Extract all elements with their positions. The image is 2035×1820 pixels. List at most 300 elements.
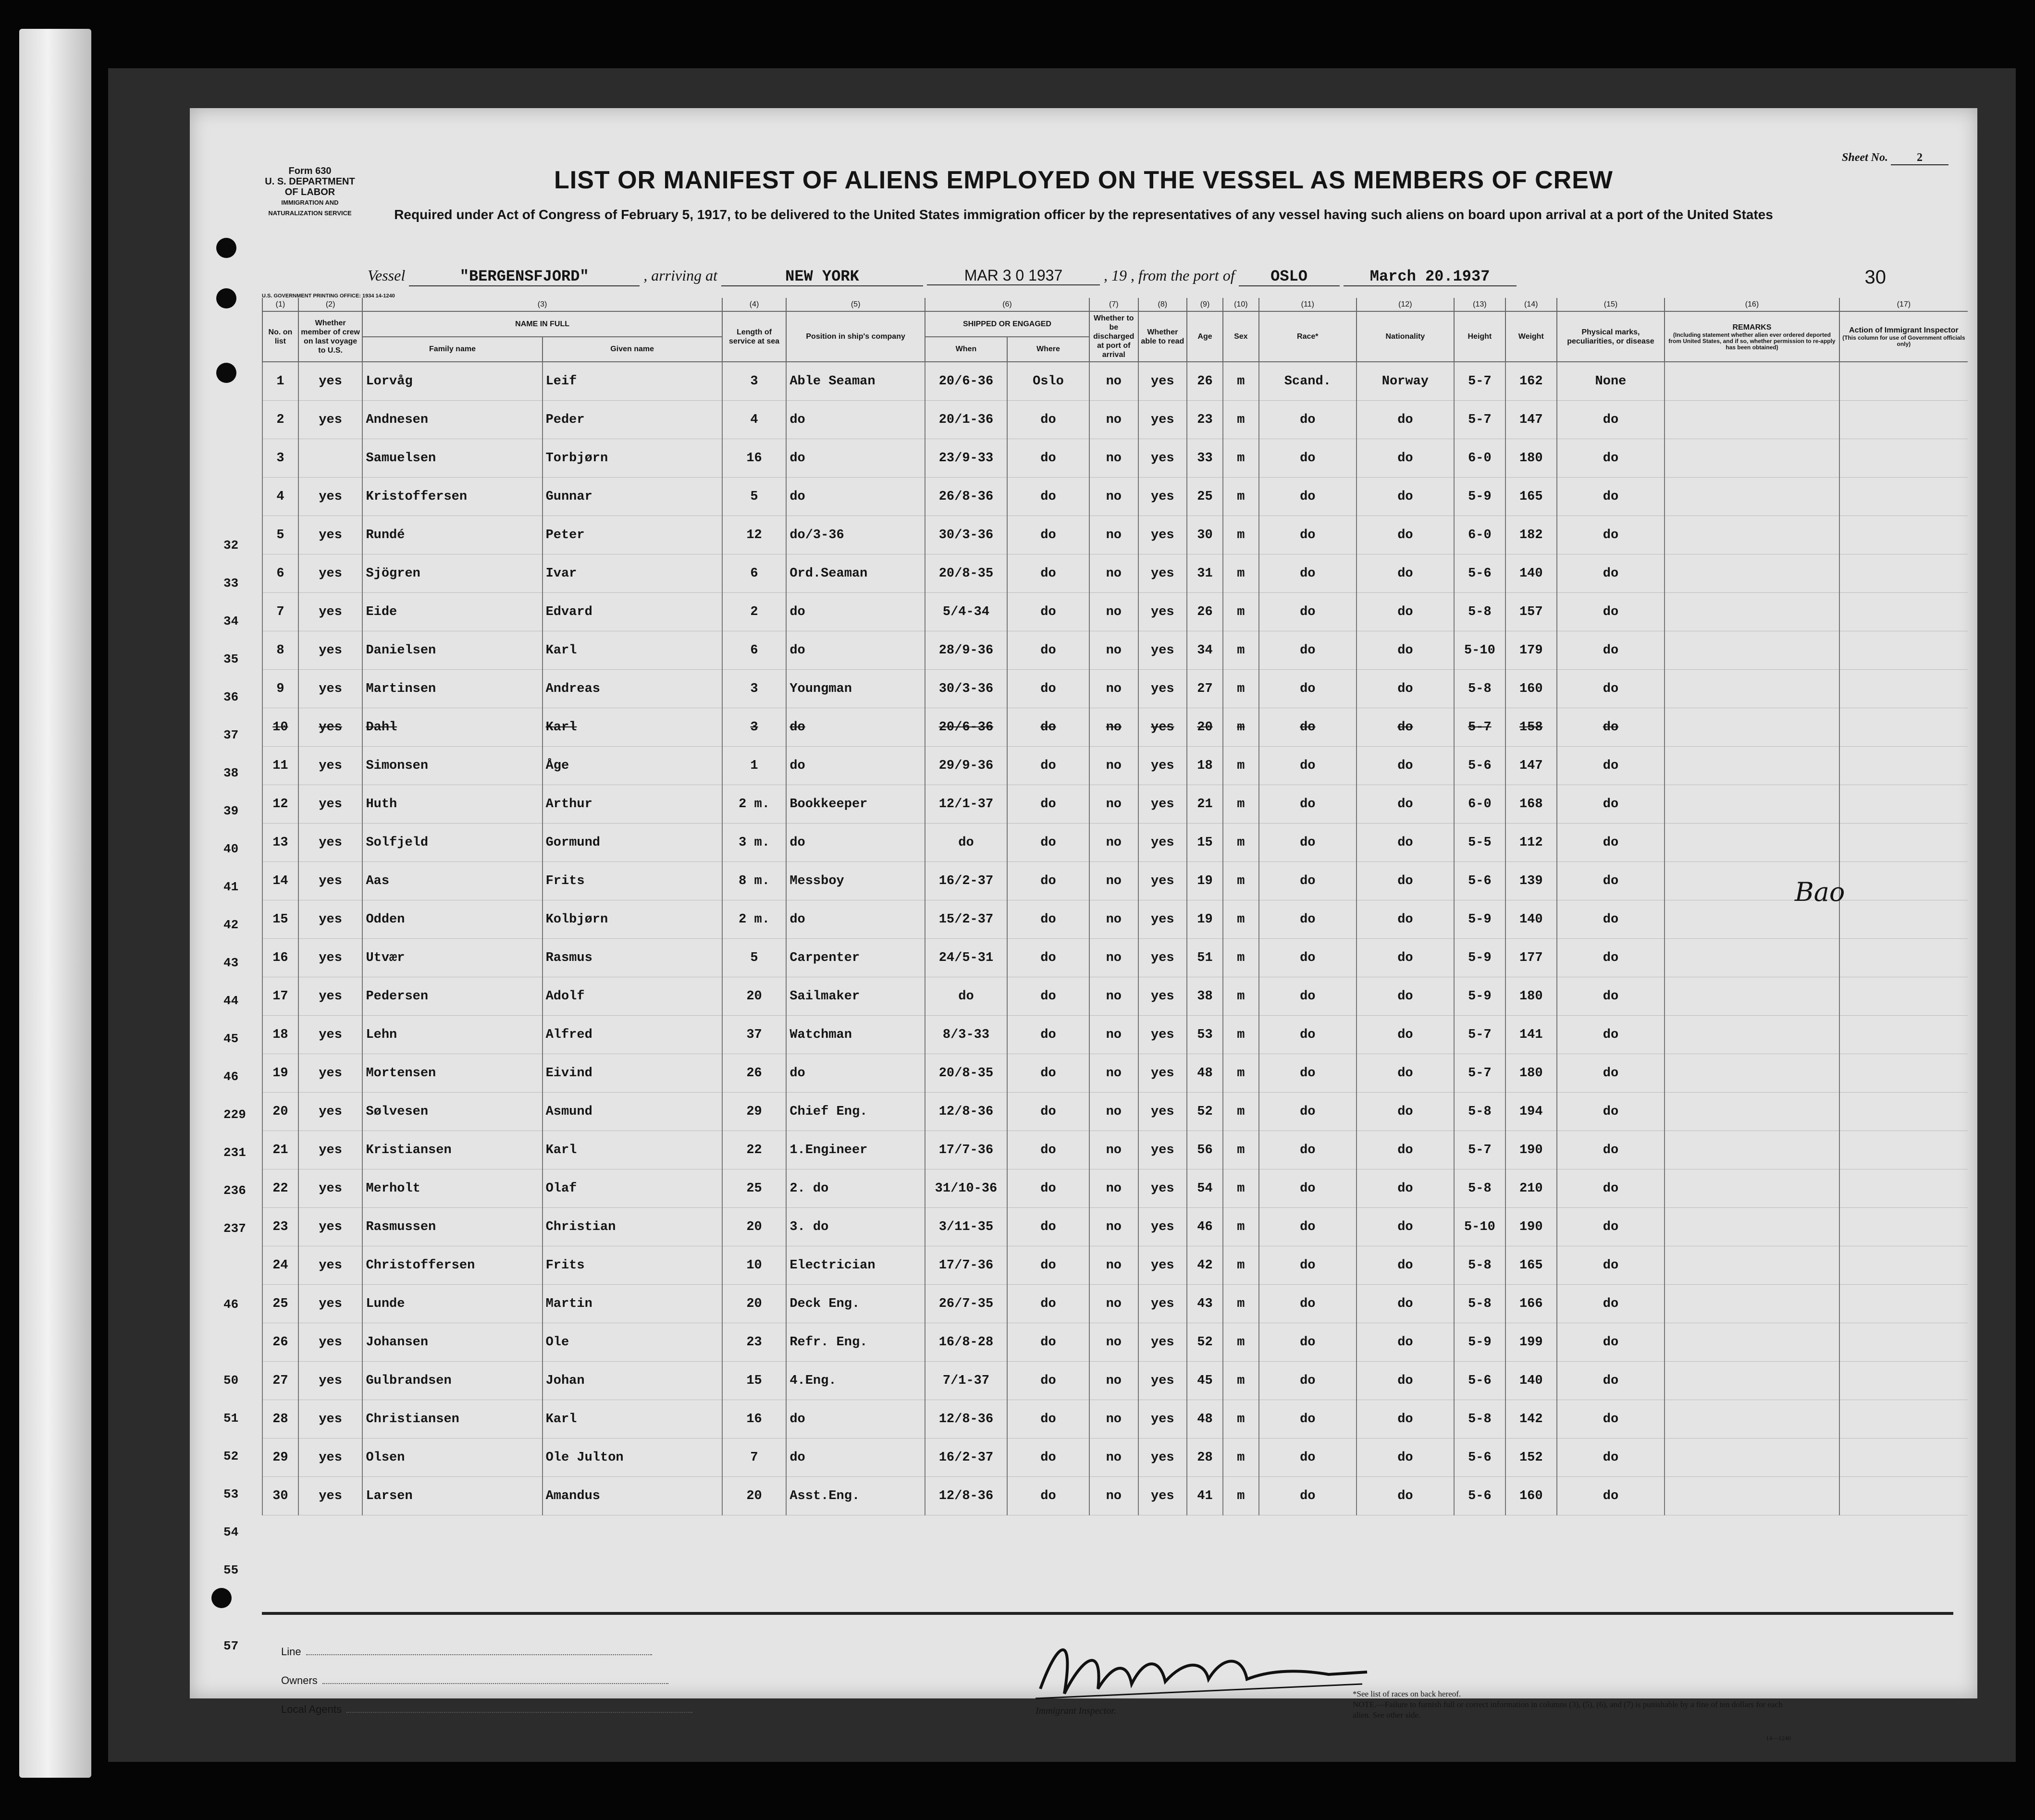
header-service: Length of service at sea [722, 311, 787, 362]
cell-marks: do [1557, 1208, 1665, 1246]
cell-no: 9 [262, 670, 298, 708]
cell-disch: no [1089, 478, 1138, 516]
column-number: (14) [1505, 298, 1557, 311]
margin-number: 38 [223, 766, 239, 780]
cell-given: Karl [543, 708, 722, 747]
cell-action [1839, 478, 1968, 516]
cell-where: do [1007, 708, 1089, 747]
cell-position: Sailmaker [786, 977, 925, 1016]
cell-where: do [1007, 1169, 1089, 1208]
cell-family: Lehn [362, 1016, 542, 1054]
cell-age: 31 [1187, 554, 1223, 593]
cell-when: 17/7-36 [925, 1246, 1007, 1285]
cell-nat: do [1357, 593, 1454, 631]
cell-read: yes [1138, 1131, 1187, 1169]
column-number: (12) [1357, 298, 1454, 311]
cell-remarks [1665, 824, 1839, 862]
header-weight: Weight [1505, 311, 1557, 362]
cell-family: Rasmussen [362, 1208, 542, 1246]
cell-sex: m [1223, 1400, 1259, 1439]
cell-when: 12/1-37 [925, 785, 1007, 824]
table-row [262, 631, 1968, 670]
cell-disch: no [1089, 593, 1138, 631]
handwritten-remark: Bao [1795, 877, 1845, 907]
cell-read: yes [1138, 1439, 1187, 1477]
cell-disch: no [1089, 1285, 1138, 1323]
cell-weight: 168 [1505, 785, 1557, 824]
cell-read: yes [1138, 1246, 1187, 1285]
header-last-voyage: Whether member of crew on last voyage to U.S. [298, 311, 363, 362]
column-number: (5) [786, 298, 925, 311]
cell-nat: do [1357, 1285, 1454, 1323]
cell-service: 3 [722, 362, 787, 401]
cell-remarks [1665, 670, 1839, 708]
cell-height: 5-6 [1454, 862, 1505, 900]
cell-nat: do [1357, 1131, 1454, 1169]
cell-race: do [1259, 747, 1357, 785]
cell-prev: yes [298, 1169, 363, 1208]
cell-when: 30/3-36 [925, 516, 1007, 554]
header-sex: Sex [1223, 311, 1259, 362]
cell-when: 16/2-37 [925, 1439, 1007, 1477]
cell-family: Merholt [362, 1169, 542, 1208]
cell-age: 15 [1187, 824, 1223, 862]
cell-weight: 166 [1505, 1285, 1557, 1323]
cell-disch: no [1089, 1016, 1138, 1054]
cell-position: do [786, 900, 925, 939]
table-row [262, 1054, 1968, 1093]
cell-when: 15/2-37 [925, 900, 1007, 939]
cell-age: 28 [1187, 1439, 1223, 1477]
cell-position: do [786, 708, 925, 747]
cell-age: 48 [1187, 1054, 1223, 1093]
cell-service: 7 [722, 1439, 787, 1477]
cell-position: 1.Engineer [786, 1131, 925, 1169]
cell-race: do [1259, 1362, 1357, 1400]
margin-number: 231 [223, 1145, 246, 1160]
cell-marks: do [1557, 1323, 1665, 1362]
cell-disch: no [1089, 1362, 1138, 1400]
table-row [262, 593, 1968, 631]
cell-age: 43 [1187, 1285, 1223, 1323]
cell-age: 18 [1187, 747, 1223, 785]
cell-height: 6-0 [1454, 785, 1505, 824]
cell-height: 5-8 [1454, 593, 1505, 631]
cell-when: 23/9-33 [925, 439, 1007, 478]
cell-sex: m [1223, 1093, 1259, 1131]
cell-nat: do [1357, 1246, 1454, 1285]
cell-no: 27 [262, 1362, 298, 1400]
cell-when: 5/4-34 [925, 593, 1007, 631]
cell-position: do [786, 439, 925, 478]
cell-height: 5-6 [1454, 554, 1505, 593]
margin-number: 44 [223, 994, 239, 1008]
cell-sex: m [1223, 670, 1259, 708]
table-row [262, 1285, 1968, 1323]
cell-age: 25 [1187, 478, 1223, 516]
header-row [262, 311, 1968, 337]
cell-action [1839, 785, 1968, 824]
cell-sex: m [1223, 1246, 1259, 1285]
cell-given: Karl [543, 1400, 722, 1439]
cell-sex: m [1223, 785, 1259, 824]
table-row [262, 862, 1968, 900]
cell-family: Lunde [362, 1285, 542, 1323]
table-row [262, 670, 1968, 708]
cell-where: do [1007, 1016, 1089, 1054]
cell-remarks [1665, 747, 1839, 785]
cell-disch: no [1089, 977, 1138, 1016]
cell-position: Youngman [786, 670, 925, 708]
cell-weight: 165 [1505, 478, 1557, 516]
table-row [262, 516, 1968, 554]
cell-position: do [786, 478, 925, 516]
cell-position: do/3-36 [786, 516, 925, 554]
cell-family: Mortensen [362, 1054, 542, 1093]
cell-height: 5-7 [1454, 362, 1505, 401]
cell-family: Simonsen [362, 747, 542, 785]
cell-action [1839, 900, 1968, 939]
cell-position: 4.Eng. [786, 1362, 925, 1400]
column-number: (3) [362, 298, 722, 311]
cell-sex: m [1223, 1208, 1259, 1246]
table-row [262, 1169, 1968, 1208]
cell-marks: do [1557, 631, 1665, 670]
cell-action [1839, 1285, 1968, 1323]
cell-remarks [1665, 708, 1839, 747]
cell-where: do [1007, 1362, 1089, 1400]
cell-family: Rundé [362, 516, 542, 554]
cell-service: 16 [722, 1400, 787, 1439]
cell-race: do [1259, 516, 1357, 554]
cell-action [1839, 1131, 1968, 1169]
cell-family: Johansen [362, 1323, 542, 1362]
sheet-value: 2 [1891, 151, 1949, 165]
cell-prev: yes [298, 670, 363, 708]
cell-race: do [1259, 939, 1357, 977]
cell-disch: no [1089, 747, 1138, 785]
cell-given: Peter [543, 516, 722, 554]
cell-position: Watchman [786, 1016, 925, 1054]
cell-age: 56 [1187, 1131, 1223, 1169]
cell-weight: 152 [1505, 1439, 1557, 1477]
cell-disch: no [1089, 1131, 1138, 1169]
cell-marks: do [1557, 1477, 1665, 1515]
cell-disch: no [1089, 1246, 1138, 1285]
table-row [262, 1093, 1968, 1131]
cell-sex: m [1223, 478, 1259, 516]
cell-read: yes [1138, 939, 1187, 977]
cell-action [1839, 1093, 1968, 1131]
cell-marks: do [1557, 708, 1665, 747]
cell-nat: Norway [1357, 362, 1454, 401]
cell-remarks [1665, 1477, 1839, 1515]
cell-position: Asst.Eng. [786, 1477, 925, 1515]
header-position: Position in ship's company [786, 311, 925, 362]
cell-when: 16/2-37 [925, 862, 1007, 900]
header-discharged: Whether to be discharged at port of arrival [1089, 311, 1138, 362]
cell-when: do [925, 824, 1007, 862]
cell-family: Olsen [362, 1439, 542, 1477]
table-row [262, 708, 1968, 747]
cell-no: 25 [262, 1285, 298, 1323]
cell-read: yes [1138, 1054, 1187, 1093]
cell-race: do [1259, 593, 1357, 631]
cell-prev: yes [298, 977, 363, 1016]
cell-height: 5-5 [1454, 824, 1505, 862]
table-row [262, 1016, 1968, 1054]
cell-nat: do [1357, 554, 1454, 593]
footer-line-blank [306, 1654, 652, 1655]
cell-disch: no [1089, 401, 1138, 439]
cell-height: 5-9 [1454, 939, 1505, 977]
cell-position: 3. do [786, 1208, 925, 1246]
cell-family: Eide [362, 593, 542, 631]
cell-family: Huth [362, 785, 542, 824]
cell-position: Refr. Eng. [786, 1323, 925, 1362]
cell-disch: no [1089, 1477, 1138, 1515]
cell-read: yes [1138, 977, 1187, 1016]
punch-hole [216, 238, 236, 258]
cell-height: 5-6 [1454, 1477, 1505, 1515]
cell-where: do [1007, 1323, 1089, 1362]
margin-number [223, 1259, 267, 1297]
cell-disch: no [1089, 862, 1138, 900]
cell-when: 8/3-33 [925, 1016, 1007, 1054]
margin-number: 57 [223, 1639, 239, 1653]
cell-nat: do [1357, 900, 1454, 939]
cell-weight: 140 [1505, 900, 1557, 939]
cell-service: 10 [722, 1246, 787, 1285]
cell-age: 19 [1187, 862, 1223, 900]
table-row [262, 439, 1968, 478]
cell-no: 7 [262, 593, 298, 631]
cell-where: do [1007, 1246, 1089, 1285]
cell-family: Danielsen [362, 631, 542, 670]
cell-given: Adolf [543, 977, 722, 1016]
arriving-label: , arriving at [643, 267, 717, 284]
cell-remarks [1665, 439, 1839, 478]
cell-given: Leif [543, 362, 722, 401]
cell-service: 3 [722, 708, 787, 747]
margin-number: 42 [223, 918, 239, 932]
cell-read: yes [1138, 1016, 1187, 1054]
table-row [262, 824, 1968, 862]
cell-when: do [925, 977, 1007, 1016]
cell-age: 20 [1187, 708, 1223, 747]
cell-given: Ivar [543, 554, 722, 593]
cell-action [1839, 593, 1968, 631]
cell-read: yes [1138, 593, 1187, 631]
cell-age: 54 [1187, 1169, 1223, 1208]
cell-action [1839, 1439, 1968, 1477]
cell-height: 5-9 [1454, 977, 1505, 1016]
cell-disch: no [1089, 1054, 1138, 1093]
cell-nat: do [1357, 631, 1454, 670]
cell-read: yes [1138, 1169, 1187, 1208]
cell-prev: yes [298, 939, 363, 977]
cell-sex: m [1223, 554, 1259, 593]
cell-prev: yes [298, 1016, 363, 1054]
cell-disch: no [1089, 670, 1138, 708]
footer-fields [281, 1646, 692, 1732]
cell-position: do [786, 1054, 925, 1093]
cell-disch: no [1089, 708, 1138, 747]
table-row [262, 401, 1968, 439]
cell-family: Kristiansen [362, 1131, 542, 1169]
cell-age: 34 [1187, 631, 1223, 670]
cell-service: 6 [722, 554, 787, 593]
cell-disch: no [1089, 516, 1138, 554]
cell-remarks [1665, 554, 1839, 593]
cell-position: Electrician [786, 1246, 925, 1285]
cell-remarks [1665, 362, 1839, 401]
cell-where: do [1007, 939, 1089, 977]
cell-given: Christian [543, 1208, 722, 1246]
cell-marks: do [1557, 1362, 1665, 1400]
column-number: (1) [262, 298, 298, 311]
cell-no: 8 [262, 631, 298, 670]
cell-given: Gormund [543, 824, 722, 862]
cell-position: do [786, 824, 925, 862]
cell-nat: do [1357, 1016, 1454, 1054]
cell-read: yes [1138, 1208, 1187, 1246]
header-remarks [1665, 311, 1839, 362]
footer-agents-label: Local Agents [281, 1703, 342, 1715]
cell-disch: no [1089, 785, 1138, 824]
cell-action [1839, 362, 1968, 401]
cell-service: 3 [722, 670, 787, 708]
cell-race: do [1259, 900, 1357, 939]
cell-nat: do [1357, 708, 1454, 747]
cell-weight: 179 [1505, 631, 1557, 670]
margin-number: 46 [223, 1070, 239, 1084]
header-age: Age [1187, 311, 1223, 362]
cell-given: Karl [543, 1131, 722, 1169]
margin-number: 53 [223, 1487, 239, 1501]
cell-sex: m [1223, 900, 1259, 939]
vessel-name: "BERGENSFJORD" [409, 268, 640, 286]
cell-nat: do [1357, 478, 1454, 516]
year-label: , 19 [1103, 267, 1127, 284]
cell-action [1839, 708, 1968, 747]
cell-family: Andnesen [362, 401, 542, 439]
cell-race: do [1259, 785, 1357, 824]
cell-prev: yes [298, 1323, 363, 1362]
cell-marks: do [1557, 1285, 1665, 1323]
cell-marks: do [1557, 439, 1665, 478]
cell-when: 17/7-36 [925, 1131, 1007, 1169]
cell-where: do [1007, 516, 1089, 554]
column-number: (10) [1223, 298, 1259, 311]
cell-prev: yes [298, 1362, 363, 1400]
cell-remarks [1665, 1439, 1839, 1477]
cell-weight: 194 [1505, 1093, 1557, 1131]
cell-weight: 112 [1505, 824, 1557, 862]
cell-when: 24/5-31 [925, 939, 1007, 977]
cell-where: do [1007, 1054, 1089, 1093]
cell-height: 5-7 [1454, 1131, 1505, 1169]
cell-action [1839, 670, 1968, 708]
cell-weight: 162 [1505, 362, 1557, 401]
cell-height: 5-7 [1454, 401, 1505, 439]
punch-hole [216, 288, 236, 308]
cell-age: 46 [1187, 1208, 1223, 1246]
cell-family: Sjögren [362, 554, 542, 593]
cell-marks: do [1557, 1131, 1665, 1169]
margin-number: 237 [223, 1221, 246, 1236]
cell-disch: no [1089, 1400, 1138, 1439]
cell-nat: do [1357, 977, 1454, 1016]
cell-service: 23 [722, 1323, 787, 1362]
cell-disch: no [1089, 900, 1138, 939]
cell-service: 1 [722, 747, 787, 785]
cell-action [1839, 1246, 1968, 1285]
cell-when: 3/11-35 [925, 1208, 1007, 1246]
margin-number: 50 [223, 1373, 239, 1388]
cell-given: Ole [543, 1323, 722, 1362]
cell-read: yes [1138, 554, 1187, 593]
cell-nat: do [1357, 824, 1454, 862]
cell-height: 5-8 [1454, 670, 1505, 708]
cell-remarks [1665, 1093, 1839, 1131]
cell-race: do [1259, 1477, 1357, 1515]
margin-number [223, 1601, 267, 1639]
cell-height: 5-8 [1454, 1285, 1505, 1323]
cell-sex: m [1223, 1439, 1259, 1477]
cell-no: 19 [262, 1054, 298, 1093]
cell-service: 8 m. [722, 862, 787, 900]
cell-height: 5-9 [1454, 478, 1505, 516]
cell-remarks [1665, 1131, 1839, 1169]
cell-position: do [786, 401, 925, 439]
from-label: , from the port of [1130, 267, 1235, 284]
cell-race: do [1259, 554, 1357, 593]
cell-sex: m [1223, 862, 1259, 900]
cell-marks: do [1557, 824, 1665, 862]
margin-number: 236 [223, 1183, 246, 1198]
cell-sex: m [1223, 708, 1259, 747]
cell-position: do [786, 631, 925, 670]
cell-sex: m [1223, 1169, 1259, 1208]
cell-nat: do [1357, 1439, 1454, 1477]
cell-given: Edvard [543, 593, 722, 631]
margin-number: 41 [223, 880, 239, 894]
cell-no: 4 [262, 478, 298, 516]
cell-service: 3 m. [722, 824, 787, 862]
cell-prev: yes [298, 554, 363, 593]
header-where: Where [1007, 337, 1089, 362]
cell-marks: do [1557, 862, 1665, 900]
cell-family: Gulbrandsen [362, 1362, 542, 1400]
cell-race: do [1259, 862, 1357, 900]
cell-race: do [1259, 1246, 1357, 1285]
cell-position: Messboy [786, 862, 925, 900]
cell-nat: do [1357, 401, 1454, 439]
cell-marks: do [1557, 516, 1665, 554]
cell-disch: no [1089, 631, 1138, 670]
cell-age: 53 [1187, 1016, 1223, 1054]
cell-height: 5-9 [1454, 1323, 1505, 1362]
cell-read: yes [1138, 670, 1187, 708]
cell-weight: 199 [1505, 1323, 1557, 1362]
cell-where: do [1007, 977, 1089, 1016]
cell-family: Kristoffersen [362, 478, 542, 516]
cell-no: 30 [262, 1477, 298, 1515]
margin-number [223, 1335, 267, 1373]
cell-marks: do [1557, 1400, 1665, 1439]
cell-disch: no [1089, 1323, 1138, 1362]
